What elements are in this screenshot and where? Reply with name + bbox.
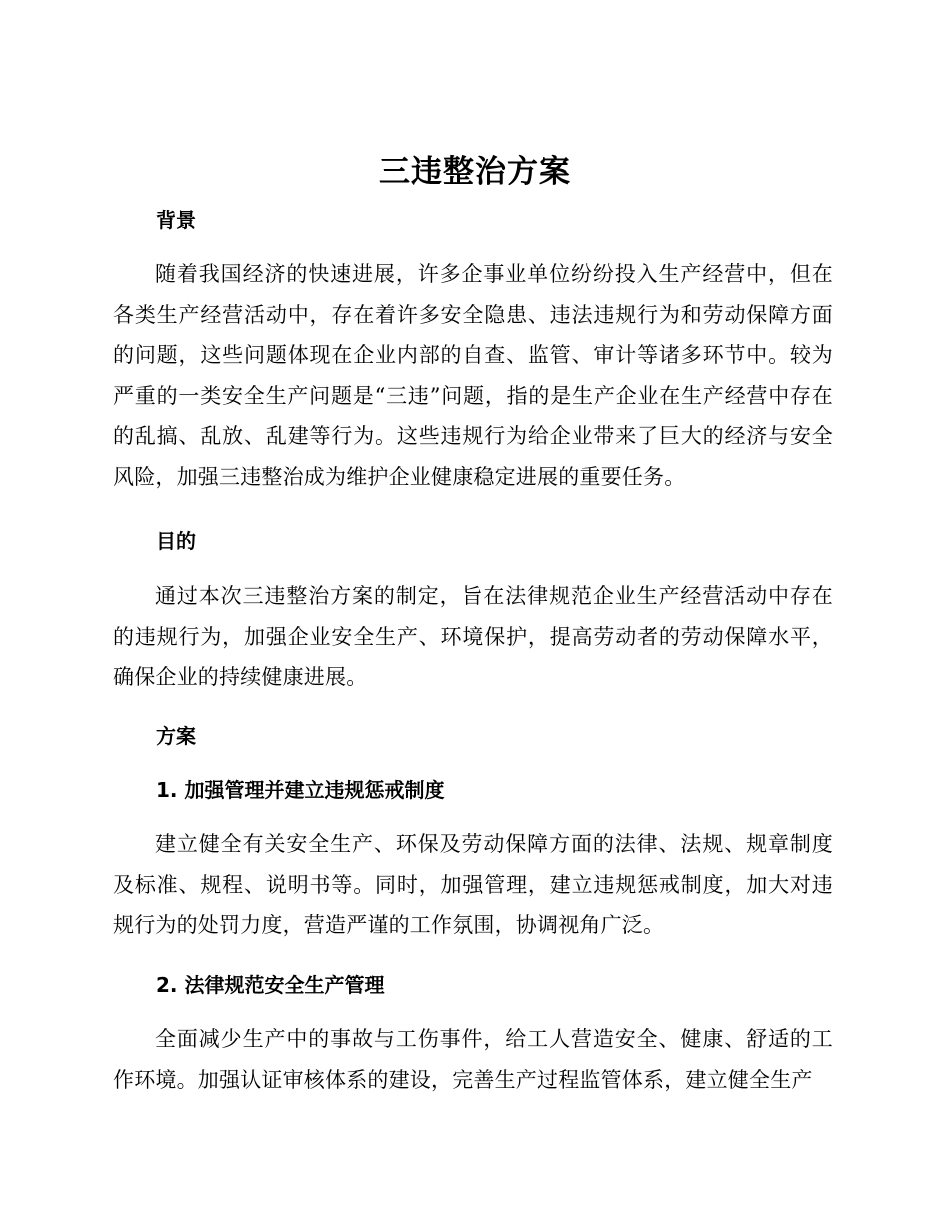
section-heading-background: 背景 — [156, 208, 196, 232]
section-paragraph-purpose: 通过本次三违整治方案的制定，旨在法律规范企业生产经营活动中存在的违规行为，加强企业安全生产、环境保护，提高劳动者的劳动保障水平，确保企业的持续健康进展。 — [113, 584, 833, 689]
subsection-paragraph-1: 建立健全有关安全生产、环保及劳动保障方面的法律、法规、规章制度及标准、规程、说明书等。同时，加强管理，建立违规惩戒制度，加大对违规行为的处罚力度，营造严谨的工作氛围，协调视角广泛。 — [113, 832, 833, 937]
subsection-heading-1: 1. 加强管理并建立违规惩戒制度 — [156, 778, 445, 802]
subsection-paragraph-2: 全面减少生产中的事故与工伤事件，给工人营造安全、健康、舒适的工作环境。加强认证审核体系的建设，完善生产过程监管体系，建立健全生产 — [113, 1027, 833, 1092]
section-paragraph-background: 随着我国经济的快速进展，许多企事业单位纷纷投入生产经营中，但在各类生产经营活动中，存在着许多安全隐患、违法违规行为和劳动保障方面的问题，这些问题体现在企业内部的自查、监管、审计等诸多环节中。较为严重的一类安全生产问题是“三违”问题，指的是生产企业在生产经营中存在的乱搞、乱放、乱建等行为。这些违规行为给企业带来了巨大的经济与安全风险，加强三违整治成为维护企业健康稳定进展的重要任务。 — [113, 262, 833, 489]
document-title: 三违整治方案 — [379, 154, 571, 190]
section-heading-purpose: 目的 — [156, 529, 196, 553]
subsection-heading-2: 2. 法律规范安全生产管理 — [156, 973, 385, 997]
section-heading-plan: 方案 — [156, 724, 196, 748]
